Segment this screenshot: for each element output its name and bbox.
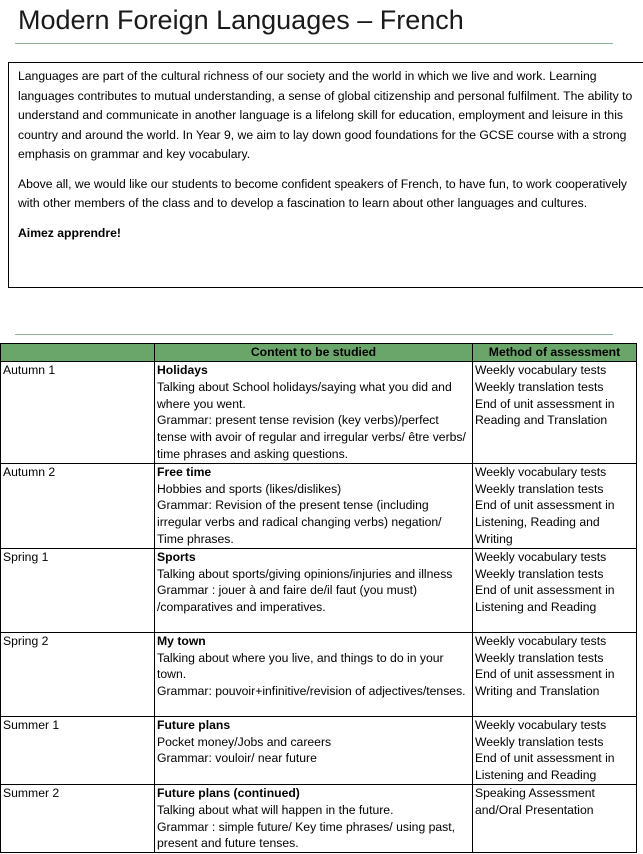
content-line: Talking about where you live, and things to do in your town. bbox=[157, 650, 444, 682]
content-cell bbox=[155, 548, 473, 632]
term-cell: Autumn 2 bbox=[1, 463, 155, 548]
intro-paragraph-2: Above all, we would like our students to become confident speakers of French, to have fun, to work cooperatively with other members of the class and to develop a fascination to learn about other languages and cultures. bbox=[18, 176, 628, 210]
term-cell: Autumn 1 bbox=[1, 362, 155, 464]
assessment-line: Weekly vocabulary tests bbox=[475, 464, 607, 479]
topic-title: My town bbox=[157, 633, 206, 648]
table-row bbox=[1, 548, 637, 632]
assessment-cell bbox=[473, 716, 637, 784]
assessment-line: Weekly translation tests bbox=[475, 650, 604, 665]
content-line: Talking about sports/giving opinions/injuries and illness bbox=[157, 566, 453, 581]
content-line: Grammar: pouvoir+infinitive/revision of adjectives/tenses. bbox=[157, 684, 466, 699]
assessment-line: End of unit assessment in Reading and Translation bbox=[475, 396, 615, 428]
assessment-line: Weekly translation tests bbox=[475, 566, 604, 581]
assessment-line: Speaking Assessment and/Oral Presentation bbox=[475, 785, 595, 817]
assessment-line: Weekly vocabulary tests bbox=[475, 549, 607, 564]
assessment-cell bbox=[473, 632, 637, 716]
content-cell bbox=[155, 784, 473, 852]
term-cell: Summer 1 bbox=[1, 716, 155, 784]
content-cell bbox=[155, 463, 473, 548]
content-cell bbox=[155, 716, 473, 784]
intro-box bbox=[8, 62, 643, 288]
title-divider bbox=[15, 43, 613, 44]
content-line: Talking about what will happen in the future. bbox=[157, 802, 394, 817]
content-cell bbox=[155, 632, 473, 716]
content-line: Grammar : simple future/ Key time phrases/ using past, present and future tenses. bbox=[157, 819, 456, 851]
content-line: Hobbies and sports (likes/dislikes) bbox=[157, 481, 342, 496]
table-row bbox=[1, 632, 637, 716]
content-line: Talking about School holidays/saying what you did and where you went. bbox=[157, 379, 452, 411]
assessment-line: Weekly translation tests bbox=[475, 734, 604, 749]
assessment-line: Weekly vocabulary tests bbox=[475, 363, 607, 377]
table-row bbox=[1, 463, 637, 548]
topic-title: Free time bbox=[157, 464, 212, 479]
assessment-line: Weekly translation tests bbox=[475, 481, 604, 496]
assessment-cell bbox=[473, 362, 637, 464]
table-row bbox=[1, 362, 637, 464]
topic-title: Holidays bbox=[157, 363, 208, 377]
assessment-cell bbox=[473, 548, 637, 632]
term-cell: Spring 1 bbox=[1, 548, 155, 632]
assessment-line: End of unit assessment in Listening and Reading bbox=[475, 751, 615, 783]
content-line: Grammar: present tense revision (key verbs)/perfect tense with avoir of regular and irregular verbs/ être verbs/ time phrases and asking questions. bbox=[157, 413, 466, 461]
assessment-line: End of unit assessment in Listening and Reading bbox=[475, 583, 615, 615]
header-term bbox=[1, 344, 155, 362]
intro-motto: Aimez apprendre! bbox=[18, 225, 121, 240]
content-line: Pocket money/Jobs and careers bbox=[157, 734, 332, 749]
assessment-line: Weekly translation tests bbox=[475, 379, 604, 394]
assessment-cell bbox=[473, 784, 637, 852]
assessment-line: End of unit assessment in Listening, Reading and Writing bbox=[475, 498, 615, 546]
table-row bbox=[1, 716, 637, 784]
table-row bbox=[1, 784, 637, 852]
term-cell: Summer 2 bbox=[1, 784, 155, 852]
topic-title: Future plans (continued) bbox=[157, 785, 300, 800]
assessment-line: Weekly vocabulary tests bbox=[475, 633, 607, 648]
table-header-row bbox=[1, 344, 637, 362]
header-content: Content to be studied bbox=[155, 344, 473, 362]
section-divider bbox=[15, 334, 613, 335]
assessment-line: Weekly vocabulary tests bbox=[475, 717, 607, 732]
assessment-line: End of unit assessment in Writing and Translation bbox=[475, 667, 615, 699]
term-cell: Spring 2 bbox=[1, 632, 155, 716]
intro-paragraph-1: Languages are part of the cultural richness of our society and the world in which we live and work. Learning languages contributes to mutual understanding, a sense of global citizenship and personal fulfilment. The ability to understand and communicate in another language is a lifelong skill for education, employment and leisure in this country and around the world. In Year 9, we aim to lay down good foundations for the GCSE course with a strong emphasis on grammar and key vocabulary. bbox=[18, 69, 633, 161]
content-line: Grammar: Revision of the present tense (including irregular verbs and radical changing verbs) negation/ Time phrases. bbox=[157, 498, 442, 546]
assessment-cell bbox=[473, 463, 637, 548]
content-line: Grammar : jouer à and faire de/il faut (you must) /comparatives and imperatives. bbox=[157, 583, 418, 615]
curriculum-table bbox=[0, 343, 637, 853]
content-line: Grammar: vouloir/ near future bbox=[157, 751, 317, 766]
topic-title: Sports bbox=[157, 549, 196, 564]
content-cell bbox=[155, 362, 473, 464]
page-title: Modern Foreign Languages – French bbox=[18, 5, 464, 35]
topic-title: Future plans bbox=[157, 717, 231, 732]
header-assessment: Method of assessment bbox=[473, 344, 637, 362]
